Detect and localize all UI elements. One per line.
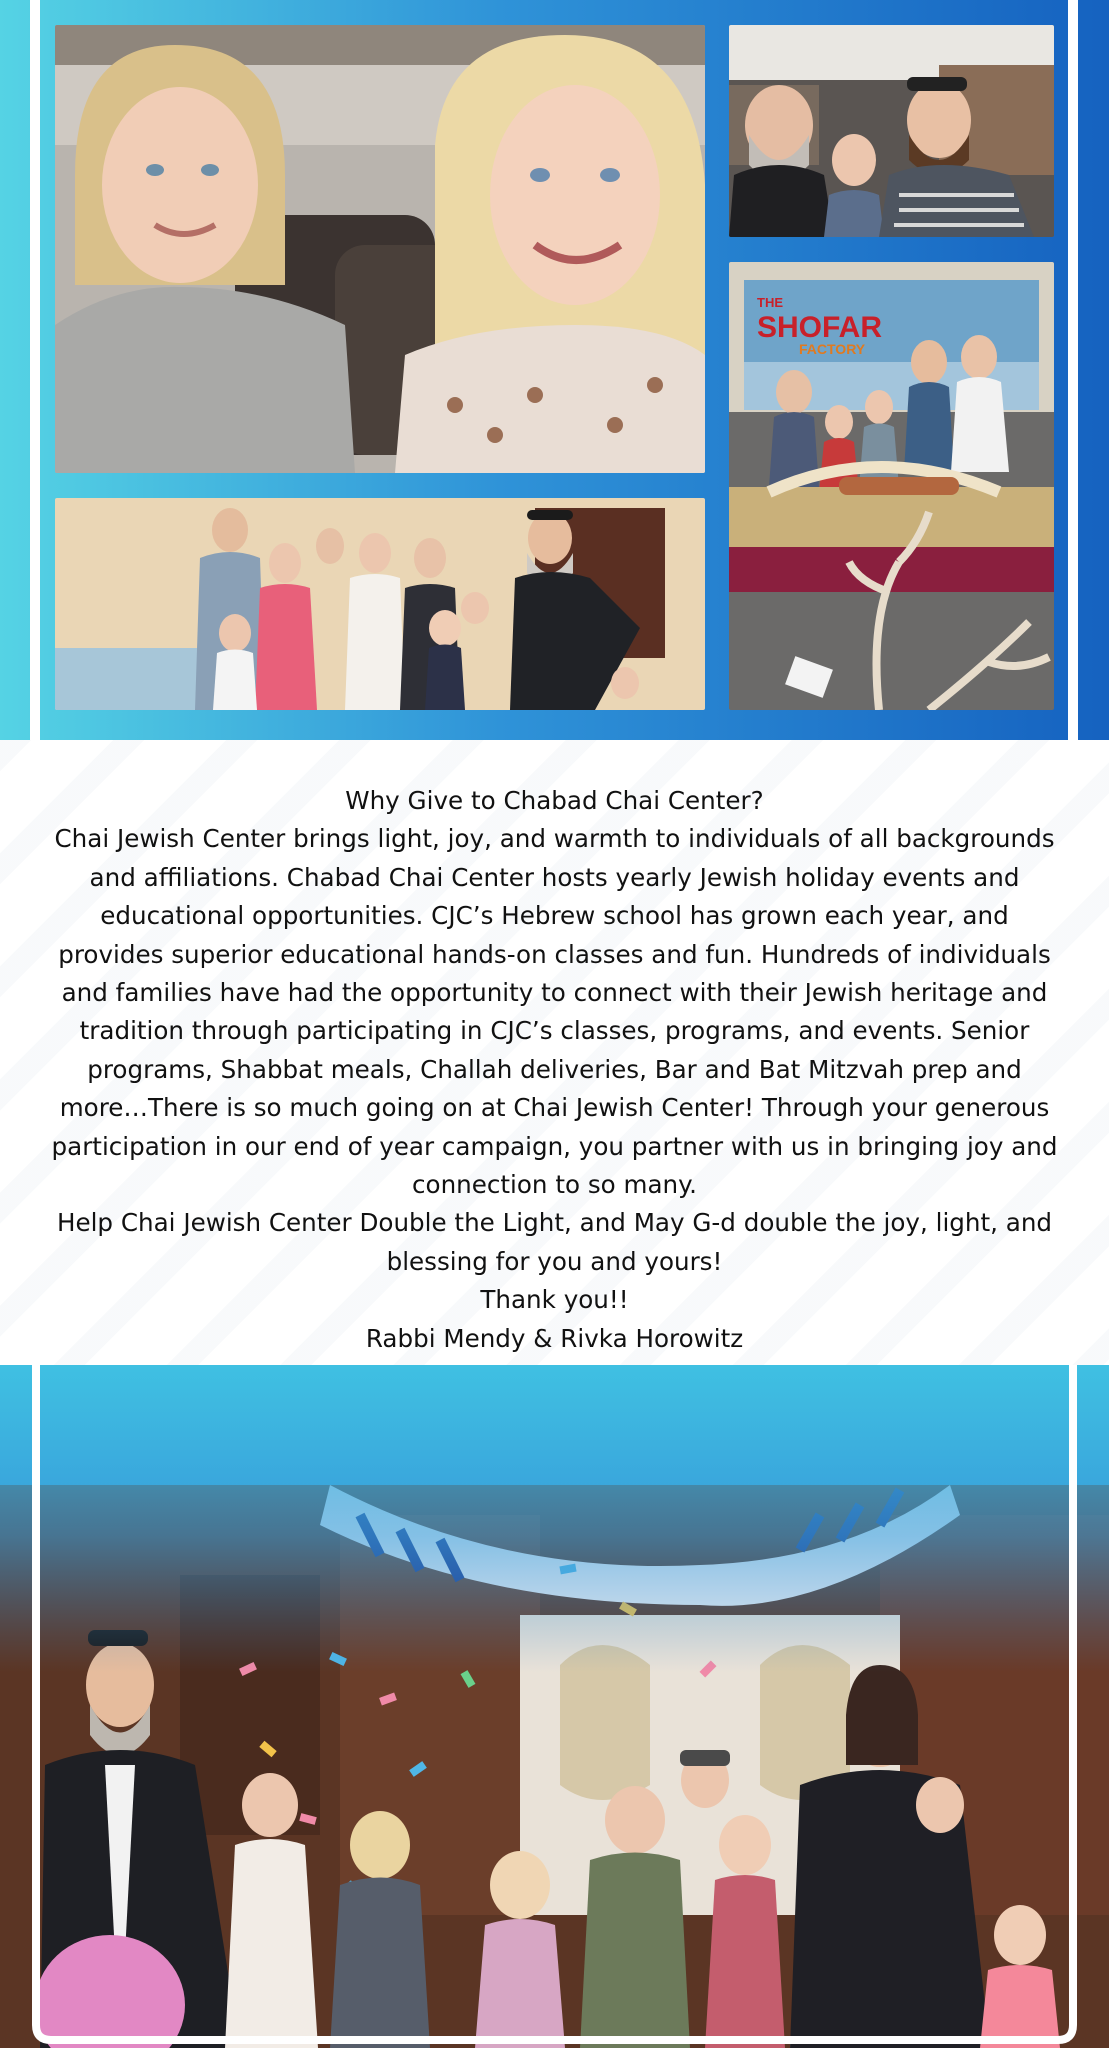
celebration-band xyxy=(0,1365,1109,2048)
rabbis-with-boy-photo xyxy=(729,25,1054,237)
frame-line-right xyxy=(1068,0,1078,740)
message-signature: Rabbi Mendy & Rivka Horowitz xyxy=(365,1323,744,1353)
family-group-photo xyxy=(55,498,705,710)
message-appeal: Help Chai Jewish Center Double the Light, and May G-d double the joy, light, and blessing for you and yours! xyxy=(56,1208,1053,1276)
message-heading: Why Give to Chabad Chai Center? xyxy=(345,786,764,815)
message-section xyxy=(0,740,1109,1365)
photo-collage-band xyxy=(0,0,1109,740)
celebration-confetti-photo xyxy=(0,1365,1109,2048)
shofar-factory-photo xyxy=(729,262,1054,710)
shofar-banner-shofar: SHOFAR xyxy=(757,311,883,344)
message-thanks: Thank you!! xyxy=(480,1285,629,1315)
message-text-block xyxy=(48,782,1061,1358)
shofar-banner-the: THE xyxy=(757,295,783,310)
shofar-banner-factory: FACTORY xyxy=(799,341,866,357)
frame-line-left xyxy=(30,0,40,740)
message-body: Chai Jewish Center brings light, joy, and warmth to individuals of all backgrounds and affiliations. Chabad Chai Center hosts yearly Jewish holiday events and educational opportunities. CJC’s Hebrew school has grown each year, and provides superior educational hands-on classes and fun. Hundreds of individuals and families have had the opportunity to connect with their Jewish heritage and tradition through participating in CJC’s classes, programs, and events. Senior programs, Shabbat meals, Challah deliveries, Bar and Bat Mitzvah prep and more…There is so much going on at Chai Jewish Center! Through your generous participation in our end of year campaign, you partner with us in bringing joy and connection to so many. xyxy=(51,824,1058,1200)
two-girls-smiling-photo xyxy=(55,25,705,473)
